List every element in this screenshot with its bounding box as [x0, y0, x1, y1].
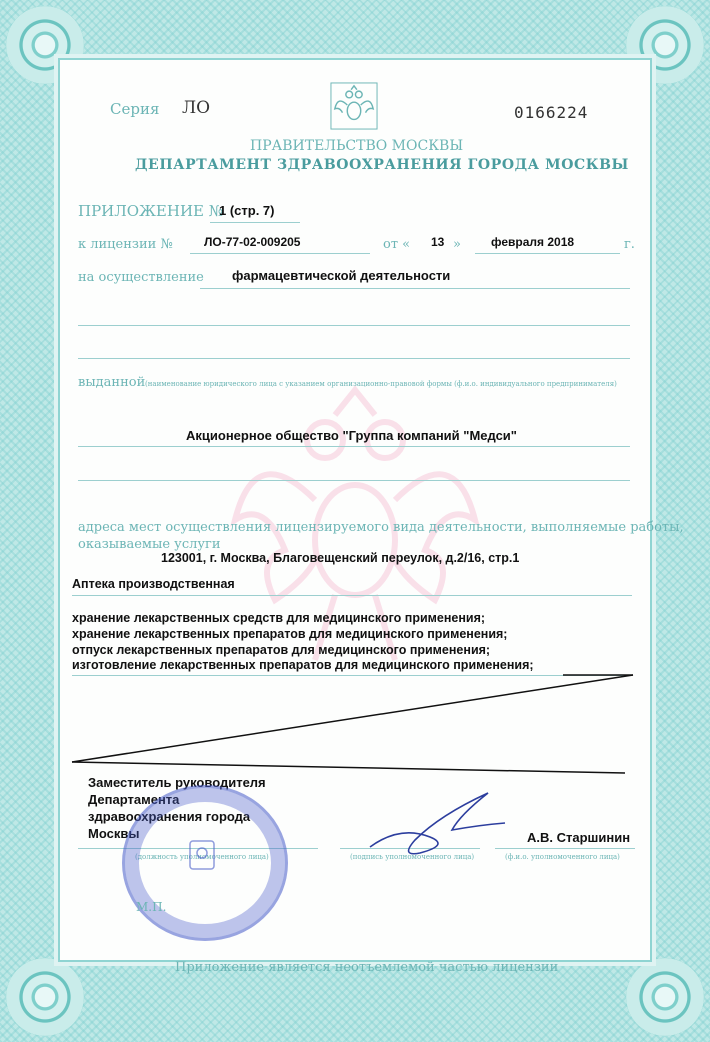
government-title: ПРАВИТЕЛЬСТВО МОСКВЫ	[250, 138, 464, 154]
work-item: хранение лекарственных средств для медицинского применения;	[72, 611, 486, 625]
handwritten-signature-icon	[360, 785, 520, 865]
issued-label: выданной	[78, 375, 146, 390]
license-date-day-close: »	[453, 237, 461, 252]
stamp-label: М.П.	[136, 900, 167, 914]
name-hint: (ф.и.о. уполномоченного лица)	[505, 853, 620, 861]
series-label: Серия	[110, 100, 160, 118]
addresses-label-line1: адреса мест осуществления лицензируемого вида деятельности, выполняемые работы,	[78, 520, 684, 535]
work-item: хранение лекарственных препаратов для медицинского применения;	[72, 627, 508, 641]
work-item: изготовление лекарственных препаратов для медицинского применения;	[72, 658, 534, 672]
form-number: 0166224	[514, 103, 589, 122]
work-item: отпуск лекарственных препаратов для медицинского применения;	[72, 643, 491, 657]
department-title: ДЕПАРТАМЕНТ ЗДРАВООХРАНЕНИЯ ГОРОДА МОСКВЫ	[135, 157, 629, 173]
series-value: ЛО	[182, 98, 211, 118]
signature-hint: (подпись уполномоченного лица)	[350, 853, 475, 861]
appendix-value: 1 (стр. 7)	[219, 203, 275, 218]
signer-position-line: Департамента	[88, 792, 180, 807]
footer-note: Приложение является неотъемлемой частью лицензии	[175, 960, 559, 975]
license-date-from-label: от «	[383, 237, 411, 252]
seal-emblem-icon	[182, 835, 222, 875]
license-date-day: 13	[431, 235, 445, 249]
position-hint: (должность уполномоченного лица)	[135, 853, 269, 861]
issued-hint: (наименование юридического лица с указанием организационно-правовой формы (ф.и.о. индивидуального предпринимателя)	[145, 380, 617, 388]
address-value: 123001, г. Москва, Благовещенский переулок, д.2/16, стр.1	[161, 551, 520, 565]
activity-label: на осуществление	[78, 270, 204, 285]
signer-name: А.В. Старшинин	[527, 830, 631, 845]
facility-name: Аптека производственная	[72, 577, 235, 591]
addresses-label-line2: оказываемые услуги	[78, 537, 221, 552]
signer-position-line: Заместитель руководителя	[88, 775, 266, 790]
license-date-month-year: февраля 2018	[491, 235, 575, 249]
license-date-year-suffix: г.	[624, 237, 635, 252]
organization-name: Акционерное общество "Группа компаний "Медси"	[186, 428, 517, 443]
signer-position-line: здравоохранения города	[88, 809, 251, 824]
signer-position-line: Москвы	[88, 826, 140, 841]
activity-value: фармацевтической деятельности	[232, 268, 451, 283]
appendix-label: ПРИЛОЖЕНИЕ №	[78, 202, 223, 220]
license-number: ЛО-77-02-009205	[204, 235, 301, 249]
license-number-label: к лицензии №	[78, 237, 173, 252]
